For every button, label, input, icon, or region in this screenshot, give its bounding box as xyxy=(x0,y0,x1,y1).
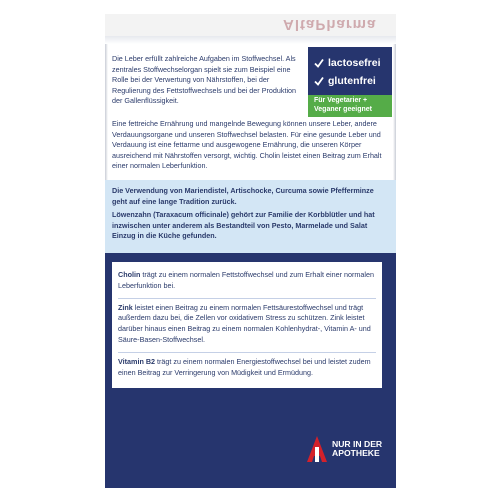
tradition-paragraph-2: Löwenzahn (Taraxacum officinale) gehört zur Familie der Korbblütler und hat inzwischen unter anderem als Bestandteil von Pesto, Marmelade und Salat Einzug in die Küche gefunden. xyxy=(112,210,375,241)
fact-name: Cholin xyxy=(118,270,141,279)
intro-paragraph-2: Eine fettreiche Ernährung und mangelnde Bewegung können unsere Leber, andere Verdauungsorgane und unseren Stoffwechsel belasten. Für eine gesunde Leber und Verdauung ist eine fettarme und ausgewogene Ernährung, die unseren Körper ausreichend mit Nährstoffen versorgt, wichtig. Cholin leistet einen Beitrag zum Erhalt einer normalen Leberfunktion. xyxy=(112,119,382,171)
fact-name: Vitamin B2 xyxy=(118,356,156,366)
badge-label-lactosefrei: lactosefrei xyxy=(328,57,381,69)
intro-paragraph-1: Die Leber erfüllt zahlreiche Aufgaben im Stoffwechsel. Als zentrales Stoffwechselorgan spielt sie zum Beispiel eine Rolle bei der Verwertung von Nährstoffen, bei der Regulierung des Fettstoffwechsels und bei der Produktion der Gallenflüssigkeit. xyxy=(112,54,297,106)
badge-item-glutenfrei xyxy=(314,75,392,87)
tradition-text xyxy=(112,186,390,245)
fact-cholin xyxy=(118,266,376,298)
logo-line-2: APOTHEKE xyxy=(332,448,380,458)
apotheke-logo xyxy=(306,426,392,472)
vegan-badge: Für Vegetarier + Veganer geeignet xyxy=(308,95,392,117)
logo-text xyxy=(332,440,382,459)
apotheke-a-logo xyxy=(306,435,328,463)
fact-vitamin-b2 xyxy=(118,352,376,385)
fact-zink xyxy=(118,298,376,352)
fact-text: leistet einen Beitrag zu einem normalen Fettsäurestoffwechsel und trägt außerdem dazu bei, die Zellen vor oxidativem Stress zu schützen. Zink leistet darüber hinaus einen Beitrag zu einem normalen Kohlenhydrat-, Vitamin A- und Säure-Basen-Stoffwechsel. xyxy=(118,302,371,344)
fact-text: trägt zu einem normalen Fettstoffwechsel und zum Erhalt einer normalen Leberfunktion bei. xyxy=(118,270,374,290)
flap-print: AltaPharma xyxy=(283,16,377,33)
logo-line-1: NUR IN DER xyxy=(332,438,383,449)
tradition-paragraph-1: Die Verwendung von Mariendistel, Artischocke, Curcuma sowie Pfefferminze geht auf eine lange Tradition zurück. xyxy=(112,186,374,206)
badge-label-glutenfrei: glutenfrei xyxy=(328,75,376,87)
fact-name: Zink xyxy=(118,302,133,312)
intro-text xyxy=(112,54,304,107)
nutrient-facts xyxy=(112,262,382,388)
badge-item-lactosefrei xyxy=(314,57,392,69)
intro-text-2 xyxy=(112,119,390,172)
flap-fold xyxy=(105,36,396,44)
fact-text: trägt zu einem normalen Energiestoffwechsel bei und leistet zudem einen Beitrag zur Verringerung von Müdigkeit und Ermüdung. xyxy=(118,356,371,377)
check-icon xyxy=(314,76,324,86)
package-top-flap xyxy=(105,14,396,44)
check-icon xyxy=(314,58,324,68)
